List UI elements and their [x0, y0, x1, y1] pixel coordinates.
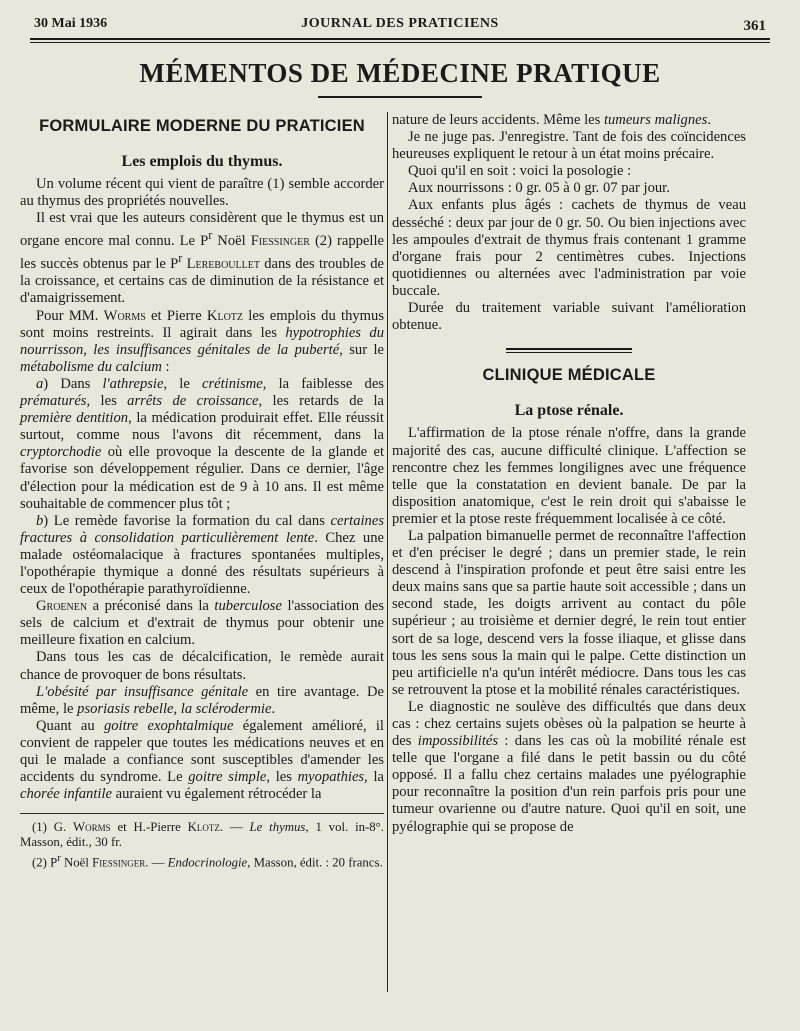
- footnote-2: (2) $P^r$ Noël Fiessinger. — Endocrinologie, Masson, édit. : 20 francs.: [32, 852, 383, 869]
- left-column: [20, 112, 384, 870]
- header-rule-thin: [30, 42, 770, 43]
- subheading-ptose: La ptose rénale.: [514, 402, 624, 420]
- header-rule: [30, 38, 770, 40]
- paragraph: a) Dans l'athrepsie, le crétinisme, la faiblesse des prématurés, les arrêts de croissance, les retards de la première dentition, la médication produirait effet. Elle réussit surtout, comme nous l'avons dit récemment, dans la cryptorchodie où elle provoque la descente de la glande et favorise son développement régulier. Dans ce dernier, l'âge d'élection pour la médication est de 9 à 10 ans. Il est même souhaitable de commencer plus tôt ;: [20, 375, 384, 512]
- section-separator: [506, 348, 632, 353]
- paragraph: Dans tous les cas de décalcification, le remède aurait chance de provoquer de bons résultats.: [20, 649, 384, 683]
- column-divider: [387, 112, 388, 992]
- paragraph: L'obésité par insuffisance génitale en tire avantage. De même, le psoriasis rebelle, la sclérodermie.: [20, 683, 384, 717]
- paragraph: Groenen a préconisé dans la tuberculose l'association des sels de calcium et d'extrait de thymus pour obtenir une meilleure fixation en calcium.: [20, 598, 385, 649]
- right-column: [392, 112, 746, 836]
- author-name: Klotz: [206, 307, 244, 324]
- section-title: MÉMENTOS DE MÉDECINE PRATIQUE: [139, 58, 661, 88]
- issue-date: 30 Mai 1936: [34, 16, 108, 31]
- paragraph: Il est vrai que les auteurs considèrent que le thymus est un organe encore mal connu. Le $P^r$ Noël Fiessinger (2) rappelle les succès obtenus par le $P^r$ Lereboullet dans des troubles de la croissance, et certains cas de diminution de la résistance et d'amaigrissement.: [20, 210, 384, 307]
- paragraph: Un volume récent qui vient de paraître (1) semble accorder au thymus des propriétés nouvelles.: [20, 176, 384, 210]
- paragraph: Aux nourrissons : 0 gr. 05 à 0 gr. 07 par jour.: [408, 180, 670, 197]
- journal-name: JOURNAL DES PRATICIENS: [301, 16, 499, 31]
- paragraph: Durée du traitement variable suivant l'amélioration obtenue.: [392, 300, 746, 334]
- paragraph: La palpation bimanuelle permet de reconnaître l'affection et d'en préciser le degré ; dans un premier stade, le rein descend à l'inspiration profonde et peut être saisi entre les deux mains sans que sa partie haute soit accessible ; dans un second stade, les doigts arrivent au contact du pôle supérieur ; au troisième et dernier degré, le rein tout entier sort de sa loge, descend vers la fosse iliaque, et glisse dans tous les sens sous la main qui le palpe. Cette distinction un peu artificielle n'a qu'un intérêt médiocre. Dans tous les cas se retrouvent la ptose et la mobilité rénales caractéristiques.: [392, 527, 746, 698]
- paragraph: Je ne juge pas. J'enregistre. Tant de fois des coïncidences heureuses expliquent le retour à un état moins précaire.: [392, 129, 746, 163]
- footnotes: [20, 820, 384, 870]
- paragraph: Quoi qu'il en soit : voici la posologie :: [408, 163, 632, 180]
- paragraph: Quant au goitre exophtalmique également amélioré, il convient de rappeler que toutes les médications neuves et en qui le malade a confiance sont susceptibles d'amender les accidents du syndrome. Le goitre simple, les myopathies, la chorée infantile auraient vu également rétrocéder la: [20, 717, 384, 803]
- paragraph: L'affirmation de la ptose rénale n'offre, dans la grande majorité des cas, aucune difficulté clinique. L'affection se rencontre chez les femmes longilignes avec une fréquence telle que la constatation en devient banale. De par la disposition anatomique, c'est le rein droit qui s'abaisse le premier et la ptose reste fréquemment localisée à ce côté.: [392, 425, 746, 527]
- footnote-1: (1) G. Worms et H.-Pierre Klotz. — Le thymus, 1 vol. in-8°. Masson, édit., 30 fr.: [20, 820, 384, 850]
- paragraph: Aux enfants plus âgés : cachets de thymus de veau desséché : deux par jour de 0 gr. 50. Ou bien injections avec les ampoules d'extrait de thymus frais contenant 1 gramme d'organe frais pour 2 centimètres cubes. Injections quotidiennes ou alternées avec l'administration par voie buccale.: [392, 197, 746, 299]
- heading-formulaire: FORMULAIRE MODERNE DU PRATICIEN: [39, 117, 365, 135]
- paragraph: nature de leurs accidents. Même les tumeurs malignes.: [392, 112, 711, 128]
- author-name: Fiessinger: [250, 233, 310, 250]
- paragraph: b) Le remède favorise la formation du cal dans certaines fractures à consolidation particulièrement lente. Chez une malade ostéomalacique à fractures spontanées multiples, l'opothérapie thymique a donné des résultats supérieurs à ceux de l'opothérapie parathyroïdienne.: [20, 512, 384, 598]
- page-number: 361: [743, 18, 766, 34]
- footnote-rule: [20, 813, 384, 814]
- author-name: Groenen: [36, 598, 88, 615]
- title-rule: [318, 96, 482, 98]
- author-name: Lereboullet: [186, 256, 260, 273]
- subheading-thymus: Les emplois du thymus.: [121, 153, 283, 171]
- paragraph: Pour MM. Worms et Pierre Klotz les emplois du thymus sont moins restreints. Il agirait dans les hypotrophies du nourrisson, les insuffisances génitales de la puberté, sur le métabolisme du calcium :: [20, 307, 384, 375]
- heading-clinique: CLINIQUE MÉDICALE: [482, 366, 656, 385]
- author-name: Worms: [103, 307, 146, 324]
- paragraph: Le diagnostic ne soulève des difficultés que dans deux cas : chez certains sujets obèses où la palpation se heurte à des impossibilités : dans les cas où la mobilité rénale est telle que l'organe a filé dans le petit bassin ou du côté opposé. Il a fallu chez certains malades une pyélographie pour reconnaître la position d'un rein parfois pris pour une tumeur ovarienne ou d'autre nature. Quoi qu'il en soit, une pyélographie qui se propose de: [392, 698, 747, 835]
- running-head: [34, 14, 766, 36]
